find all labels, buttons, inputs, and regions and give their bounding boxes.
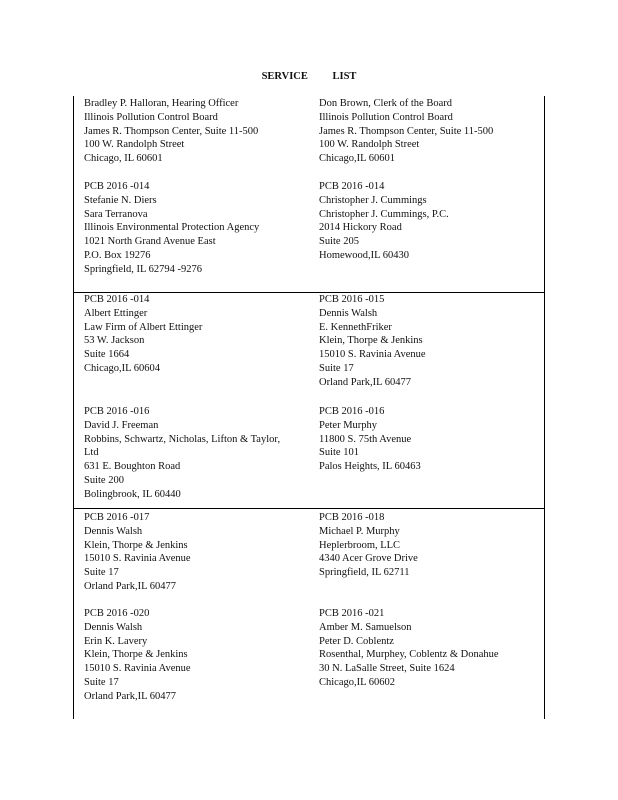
entry-line: James R. Thompson Center, Suite 11-500 <box>84 125 259 137</box>
entry-line: Illinois Environmental Protection Agency <box>84 222 260 234</box>
entry-line: Illinois Pollution Control Board <box>319 111 453 123</box>
entry-line: PCB 2016 -021 <box>319 608 385 619</box>
entry-line: PCB 2016 -018 <box>319 512 385 523</box>
entry-line: Chicago,IL 60604 <box>84 362 161 374</box>
entry-line: Heplerbroom, LLC <box>319 539 401 551</box>
service-entry <box>84 405 309 502</box>
entry-line: 53 W. Jackson <box>84 335 145 347</box>
table-row <box>74 96 544 293</box>
entry-line: Klein, Thorpe & Jenkins <box>319 335 423 347</box>
entry-line: PCB 2016 -014 <box>319 181 385 192</box>
service-entry <box>319 607 544 690</box>
entry-line: Albert Ettinger <box>84 307 148 319</box>
entry-line: P.O. Box 19276 <box>84 249 151 261</box>
entry-line: 100 W. Randolph Street <box>84 139 185 151</box>
entry-line: Springfield, IL 62794 -9276 <box>84 263 203 275</box>
service-list-table <box>73 96 545 719</box>
entry-line: Sara Terranova <box>84 208 148 220</box>
entry-line: Illinois Pollution Control Board <box>84 111 218 123</box>
entry-line: Erin K. Lavery <box>84 635 148 647</box>
service-entry <box>84 293 309 376</box>
entry-line: Dennis Walsh <box>84 525 143 537</box>
page-title: SERVICE LIST <box>261 71 357 82</box>
entry-line: Peter D. Coblentz <box>319 635 394 647</box>
entry-line: PCB 2016 -014 <box>84 181 150 192</box>
entry-line: 4340 Acer Grove Drive <box>319 553 418 565</box>
service-entry <box>319 97 544 166</box>
entry-line: Chicago,IL 60602 <box>319 676 396 688</box>
entry-line: 15010 S. Ravinia Avenue <box>319 349 426 361</box>
entry-line: Homewood,IL 60430 <box>319 249 410 261</box>
entry-line: Orland Park,IL 60477 <box>84 580 177 592</box>
service-entry <box>319 293 544 390</box>
entry-line: Christopher J. Cummings, P.C. <box>319 208 449 220</box>
entry-line: 15010 S. Ravinia Avenue <box>84 553 191 565</box>
entry-line: Chicago,IL 60601 <box>319 153 396 165</box>
entry-line: 100 W. Randolph Street <box>319 139 420 151</box>
entry-line: PCB 2016 -016 <box>84 406 150 417</box>
entry-line: Orland Park,IL 60477 <box>319 376 412 388</box>
entry-line: Suite 101 <box>319 447 359 459</box>
entry-line: 1021 North Grand Avenue East <box>84 236 216 248</box>
entry-line: E. KennethFriker <box>319 321 392 333</box>
entry-line: Rosenthal, Murphey, Coblentz & Donahue <box>319 649 499 661</box>
entry-line: Amber M. Samuelson <box>319 621 412 633</box>
entry-line: Suite 17 <box>84 567 119 579</box>
entry-line: Bolingbrook, IL 60440 <box>84 488 181 500</box>
service-entry <box>84 180 309 277</box>
entry-line: PCB 2016 -020 <box>84 608 150 619</box>
service-entry <box>319 405 544 474</box>
entry-line: 15010 S. Ravinia Avenue <box>84 663 191 675</box>
entry-line: PCB 2016 -015 <box>319 294 385 305</box>
entry-line: Suite 205 <box>319 236 359 248</box>
entry-line: David J. Freeman <box>84 419 159 431</box>
entry-line: PCB 2016 -014 <box>84 294 150 305</box>
entry-line: Suite 200 <box>84 474 124 486</box>
entry-line: Suite 1664 <box>84 349 130 361</box>
entry-line: Klein, Thorpe & Jenkins <box>84 539 188 551</box>
entry-line: Ltd <box>84 447 99 459</box>
entry-line: Springfield, IL 62711 <box>319 567 410 579</box>
entry-line: Palos Heights, IL 60463 <box>319 461 421 473</box>
table-row <box>74 509 544 719</box>
entry-line: Robbins, Schwartz, Nicholas, Lifton & Taylor, <box>84 433 281 445</box>
entry-line: Christopher J. Cummings <box>319 194 427 206</box>
entry-line: Peter Murphy <box>319 419 378 431</box>
entry-line: Bradley P. Halloran, Hearing Officer <box>84 98 239 109</box>
entry-line: Orland Park,IL 60477 <box>84 690 177 702</box>
service-entry <box>84 97 309 166</box>
table-row <box>74 293 544 509</box>
entry-line: Dennis Walsh <box>84 621 143 633</box>
service-entry <box>84 607 309 704</box>
entry-line: Don Brown, Clerk of the Board <box>319 98 452 109</box>
entry-line: 30 N. LaSalle Street, Suite 1624 <box>319 663 455 675</box>
entry-line: Law Firm of Albert Ettinger <box>84 321 203 333</box>
entry-line: Stefanie N. Diers <box>84 194 157 206</box>
entry-line: Suite 17 <box>319 362 354 374</box>
entry-line: Chicago, IL 60601 <box>84 153 163 165</box>
service-entry <box>84 511 309 594</box>
entry-line: 631 E. Boughton Road <box>84 461 181 473</box>
entry-line: Suite 17 <box>84 676 119 688</box>
entry-line: Dennis Walsh <box>319 307 378 319</box>
entry-line: PCB 2016 -016 <box>319 406 385 417</box>
service-entry <box>319 180 544 263</box>
entry-line: Michael P. Murphy <box>319 525 400 537</box>
entry-line: James R. Thompson Center, Suite 11-500 <box>319 125 494 137</box>
entry-line: 11800 S. 75th Avenue <box>319 433 412 445</box>
service-entry <box>319 511 544 580</box>
entry-line: 2014 Hickory Road <box>319 222 402 234</box>
entry-line: Klein, Thorpe & Jenkins <box>84 649 188 661</box>
entry-line: PCB 2016 -017 <box>84 512 150 523</box>
